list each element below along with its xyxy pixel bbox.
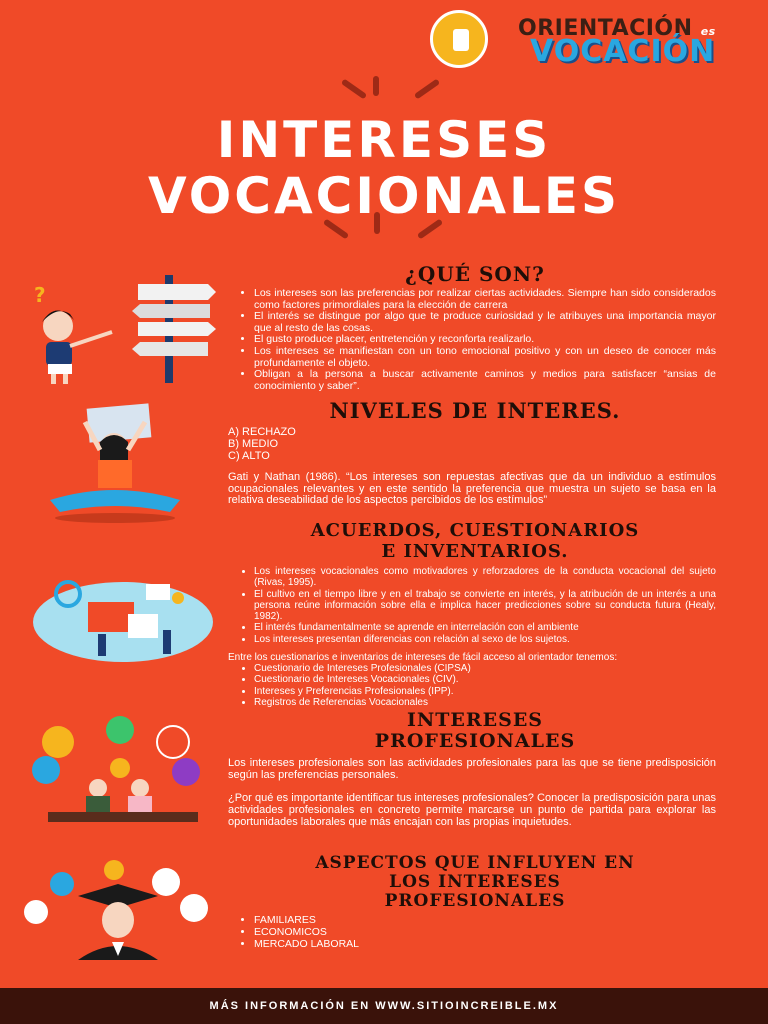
profesionales-p1: Los intereses profesionales son las actividades profesionales para las que se tiene predisposición según las preferencias personales. [228, 757, 716, 781]
ray-decoration [373, 76, 379, 96]
profesionales-p2: ¿Por qué es importante identificar tus intereses profesionales? Conocer la predisposición para unas actividades profesionales en concreto permite marcarse un punto de partida para explorar las oportunidades laborales que más encajan con las propias inquietudes. [228, 792, 716, 828]
title-line2: VOCACIONALES [147, 167, 621, 225]
professions-illustration [28, 716, 218, 831]
logo-badge-icon [430, 10, 488, 68]
list-item: • Cuestionario de Intereses Vocacionales (CIV). [254, 674, 716, 685]
level-item: B) MEDIO [228, 438, 279, 450]
list-item: • FAMILIARES [254, 914, 528, 926]
acuerdos-tools [228, 663, 716, 708]
list-item: • Los intereses son las preferencias por realizar ciertas actividades. Siempre han sido considerados como factores primordiales para la elección de carrera [254, 288, 716, 311]
list-item: • Intereses y Preferencias Profesionales (IPP). [254, 686, 716, 697]
acuerdos-list [228, 566, 716, 645]
niveles-quote: Gati y Nathan (1986). “Los intereses son repuestas afectivas que da un individuo a estímulos ocupacionales relevantes y en este sentido la preferencia que muestra un sujeto se basa en la relativa deseabilidad de los aspectos percibidos de los estímulos” [228, 471, 716, 507]
section-heading-que-son: ¿QUÉ SON? [405, 262, 545, 286]
list-item: • El gusto produce placer, entretención y reconforta realizarlo. [254, 334, 716, 346]
footer [0, 988, 768, 1024]
title-line1: INTERESES [216, 111, 552, 169]
page-title [0, 112, 768, 224]
section-heading-niveles: NIVELES DE INTERES. [329, 398, 621, 423]
logo-top-text: ORIENTACIÓN es [518, 16, 716, 41]
signpost-illustration [20, 270, 220, 390]
que-son-list [228, 288, 716, 392]
list-item: • Obligan a la persona a buscar activamente caminos y medios para satisfacer “ansias de conocimiento y saber”. [254, 369, 716, 392]
section-heading-profesionales: INTERESES PROFESIONALES [374, 709, 576, 752]
ray-decoration [341, 79, 367, 100]
logo-bottom-text: VOCACIÓN [530, 34, 716, 69]
list-item: • El interés se distingue por algo que te produce curiosidad y le atribuyes una importancia mayor que al resto de las cosas. [254, 311, 716, 334]
list-item: • Registros de Referencias Vocacionales [254, 697, 716, 708]
list-item: • Los intereses vocacionales como motivadores y reforzadores de la conducta vocacional del sujeto (Rivas, 1995). [254, 566, 716, 589]
svg-text:?: ? [34, 283, 46, 307]
aspectos-list [228, 914, 528, 950]
acuerdos-intro: Entre los cuestionarios e inventarios de intereses de fácil acceso al orientador tenemos: [228, 652, 618, 663]
list-item: • Los intereses presentan diferencias con relación al sexo de los sujetos. [254, 634, 716, 645]
section-heading-aspectos: ASPECTOS QUE INFLUYEN EN LOS INTERESES PROFESIONALES [315, 853, 635, 911]
graduate-illustration [18, 856, 218, 961]
list-item: • Los intereses se manifiestan con un tono emocional positivo y con un deseo de conocer más profundamente el objeto. [254, 346, 716, 369]
footer-link[interactable]: MÁS INFORMACIÓN EN WWW.SITIOINCREIBLE.MX [209, 1000, 559, 1012]
level-item: C) ALTO [228, 450, 270, 462]
list-item: • Cuestionario de Intereses Profesionales (CIPSA) [254, 663, 716, 674]
section-heading-acuerdos: ACUERDOS, CUESTIONARIOS E INVENTARIOS. [310, 520, 640, 562]
list-item: • MERCADO LABORAL [254, 938, 528, 950]
ray-decoration [414, 79, 440, 100]
niveles-list [228, 426, 716, 462]
list-item: • El interés fundamentalmente se aprende en interrelación con el ambiente [254, 622, 716, 633]
level-item: A) RECHAZO [228, 426, 296, 438]
sitting-girl-illustration [30, 400, 200, 530]
list-item: • ECONOMICOS [254, 926, 528, 938]
list-item: • El cultivo en el tiempo libre y en el trabajo se convierte en interés, y la atribución de un interés a una persona reúne información sobre ella e implica hacer predicciones sobre su conducta futura (Healy, 1982). [254, 589, 716, 623]
logo [430, 10, 760, 70]
teamwork-illustration [28, 574, 218, 664]
